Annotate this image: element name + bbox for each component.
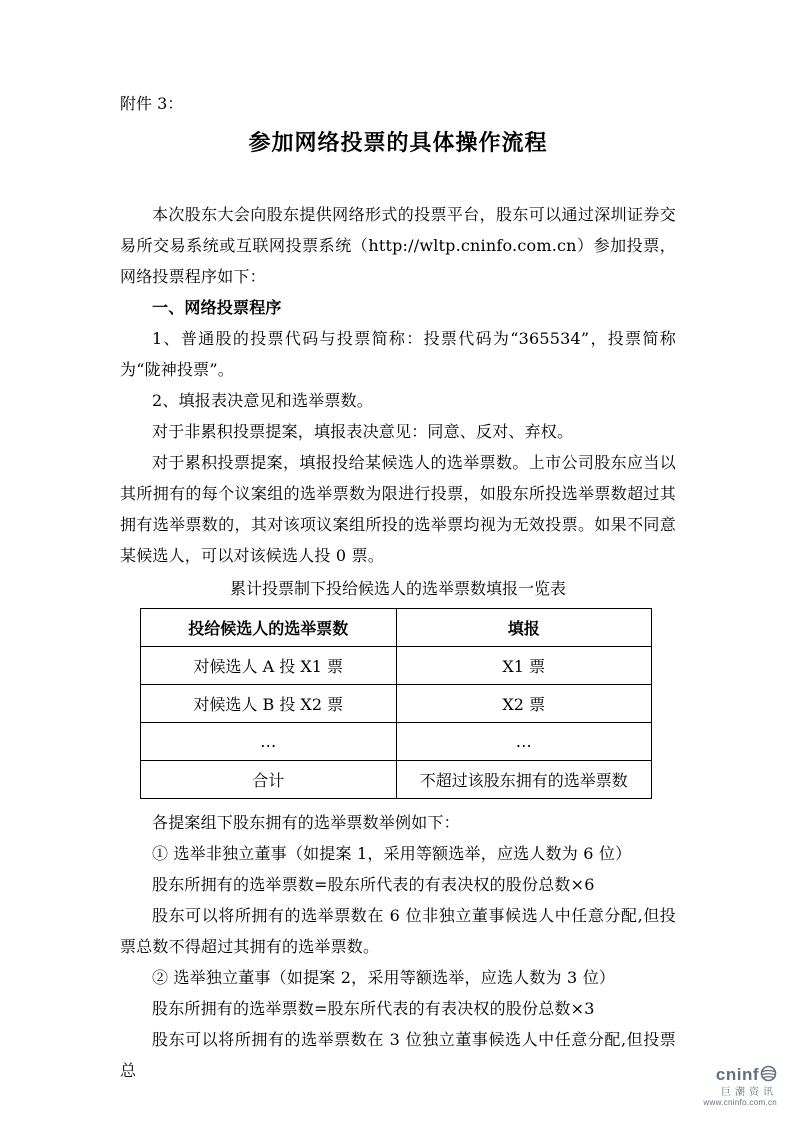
paragraph-non-cumulative: 对于非累积投票提案，填报表决意见：同意、反对、弃权。 bbox=[152, 422, 574, 441]
attachment-label: 附件 3： bbox=[120, 94, 184, 113]
table-cell: 对候选人 A 投 X1 票 bbox=[141, 647, 397, 685]
table-header-fill: 填报 bbox=[396, 609, 652, 647]
paragraph-distribute-3: 股东可以将所拥有的选举票数在 3 位独立董事候选人中任意分配,但投票总 bbox=[120, 1030, 676, 1080]
table-header-votes: 投给候选人的选举票数 bbox=[141, 609, 397, 647]
paragraph-formula-6: 股东所拥有的选举票数=股东所代表的有表决权的股份总数×6 bbox=[152, 875, 595, 894]
cninfo-globe-icon bbox=[760, 1065, 777, 1087]
paragraph-distribute-6: 股东可以将所拥有的选举票数在 6 位非独立董事候选人中任意分配,但投票总数不得超过其拥有的选举票数。 bbox=[120, 906, 676, 956]
paragraph-formula-3: 股东所拥有的选举票数=股东所代表的有表决权的股份总数×3 bbox=[152, 999, 595, 1018]
paragraph-elect-independent: ② 选举独立董事（如提案 2，采用等额选举，应选人数为 3 位） bbox=[152, 968, 616, 987]
table-caption: 累计投票制下投给候选人的选举票数填报一览表 bbox=[229, 579, 566, 598]
table-cell: X2 票 bbox=[396, 685, 652, 723]
paragraph-cumulative: 对于累积投票提案，填报投给某候选人的选举票数。上市公司股东应当以其所拥有的每个议案组的选举票数为限进行投票，如股东所投选举票数超过其拥有选举票数的，其对该项议案组所投的选举票均视为无效投票。如果不同意某候选人，可以对该候选人投 0 票。 bbox=[120, 453, 676, 565]
table-cell: … bbox=[396, 723, 652, 761]
table-cell: X1 票 bbox=[396, 647, 652, 685]
paragraph-fill-opinion: 2、填报表决意见和选举票数。 bbox=[152, 391, 373, 410]
table-row bbox=[141, 761, 652, 799]
paragraph-vote-code: 1、普通股的投票代码与投票简称：投票代码为“365534”，投票简称为“陇神投票”。 bbox=[120, 329, 676, 379]
paragraph-elect-non-independent: ① 选举非独立董事（如提案 1，采用等额选举，应选人数为 6 位） bbox=[152, 844, 632, 863]
table-cell: 对候选人 B 投 X2 票 bbox=[141, 685, 397, 723]
table-cell: 合计 bbox=[141, 761, 397, 799]
table-cell: … bbox=[141, 723, 397, 761]
table-header-row bbox=[141, 609, 652, 647]
table-cell: 不超过该股东拥有的选举票数 bbox=[396, 761, 652, 799]
brand-subtitle: 巨潮资讯 bbox=[721, 1087, 777, 1099]
paragraph-example-intro: 各提案组下股东拥有的选举票数举例如下： bbox=[152, 813, 460, 832]
table-row bbox=[141, 723, 652, 761]
paragraph-intro: 本次股东大会向股东提供网络形式的投票平台，股东可以通过深圳证券交易所交易系统或互联网投票系统（http://wltp.cninfo.com.cn）参加投票，网络投票程序如下： bbox=[120, 205, 676, 286]
brand-url: www.cninfo.com.cn bbox=[703, 1098, 777, 1108]
brand-text: cninf bbox=[715, 1065, 759, 1085]
cumulative-vote-table bbox=[140, 608, 652, 799]
brand-row bbox=[703, 1065, 777, 1087]
cninfo-logo bbox=[703, 1065, 777, 1108]
table-row bbox=[141, 685, 652, 723]
page-title: 参加网络投票的具体操作流程 bbox=[248, 130, 548, 156]
section-heading-voting-procedure: 一、网络投票程序 bbox=[152, 298, 282, 317]
table-row bbox=[141, 647, 652, 685]
vote-table-body bbox=[141, 647, 652, 799]
